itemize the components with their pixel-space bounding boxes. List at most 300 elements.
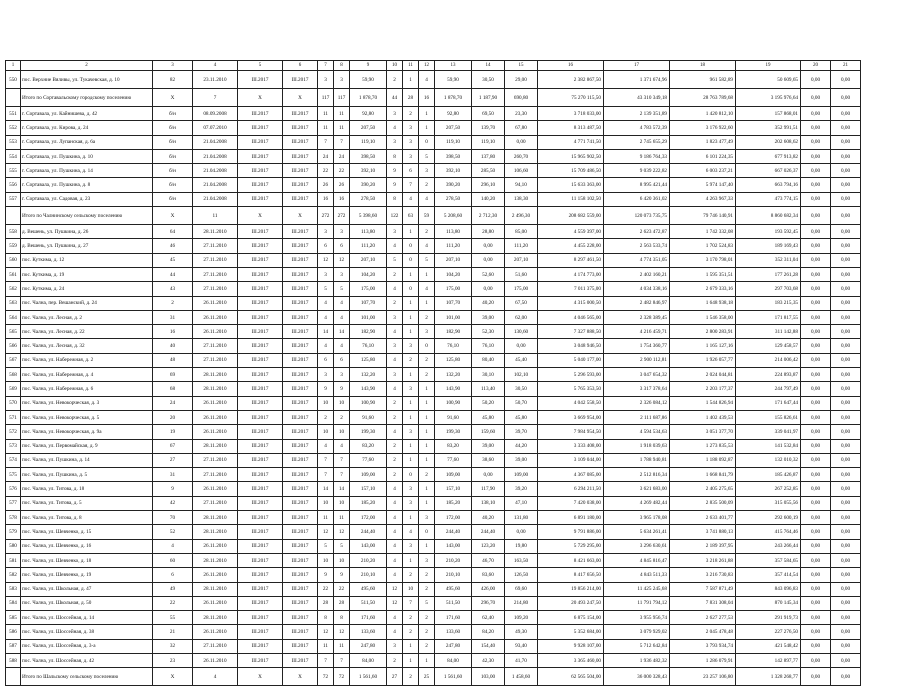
table-cell: 244 797,49 — [736, 382, 801, 396]
table-cell: III.2017 — [283, 568, 318, 582]
table-cell: 59,90 — [435, 71, 472, 89]
table-cell: 157,10 — [435, 482, 472, 496]
table-cell: 0,00 — [801, 596, 831, 610]
table-cell: 30,50 — [505, 382, 538, 396]
address-cell: пос. Чална, ул. Лесная, д. 2 — [21, 310, 153, 324]
table-cell: III.2017 — [283, 267, 318, 281]
table-cell: 29,00 — [505, 71, 538, 89]
table-cell: 7 587 871,49 — [670, 582, 736, 596]
table-cell: 0,00 — [801, 568, 831, 582]
table-cell: 23,30 — [505, 107, 538, 121]
table-cell: 0,00 — [831, 149, 861, 163]
table-cell: 189 169,43 — [736, 239, 801, 253]
table-cell: 0,00 — [801, 653, 831, 667]
table-cell: 12 — [387, 582, 403, 596]
address-cell: пос. Чална, ул. Набережная, д. 4 — [21, 368, 153, 382]
table-cell: 11 — [318, 511, 334, 525]
table-cell: 52 — [153, 525, 193, 539]
table-cell: 0,00 — [505, 525, 538, 539]
table-cell: 3 — [334, 225, 350, 239]
table-cell: III.2017 — [283, 582, 318, 596]
column-number-cell: 1 — [6, 61, 21, 71]
table-cell: 100,90 — [435, 396, 472, 410]
table-cell: 585 — [6, 611, 21, 625]
table-row — [6, 267, 861, 281]
table-row — [6, 71, 861, 89]
table-cell: 10 — [318, 553, 334, 567]
table-cell: 2 623 472,87 — [604, 225, 670, 239]
table-cell: III.2017 — [238, 282, 283, 296]
table-cell: 3 — [334, 71, 350, 89]
table-cell: 39,20 — [505, 482, 538, 496]
address-cell: пос. Чална, ул. Лесная, д. 22 — [21, 325, 153, 339]
table-cell: 22 — [334, 582, 350, 596]
table-row — [6, 192, 861, 206]
table-cell: 2 512 816,34 — [604, 468, 670, 482]
table-cell: 0,00 — [831, 468, 861, 482]
address-cell: Итого по Сортавальскому городскому поселению — [21, 89, 153, 107]
table-cell: III.2017 — [283, 611, 318, 625]
table-cell: 244,40 — [350, 525, 387, 539]
table-cell: III.2017 — [283, 310, 318, 324]
table-cell: III.2017 — [238, 164, 283, 178]
table-cell: 3 109 044,00 — [538, 453, 604, 467]
table-cell: III.2017 — [238, 192, 283, 206]
table-cell: 0,00 — [801, 468, 831, 482]
table-cell: 19 856 214,00 — [538, 582, 604, 596]
table-cell: 267 252,85 — [736, 482, 801, 496]
table-cell: 0,00 — [801, 225, 831, 239]
table-cell: III.2017 — [238, 482, 283, 496]
table-cell: III.2017 — [238, 239, 283, 253]
table-cell: 1 546 358,00 — [670, 310, 736, 324]
table-cell: 0,00 — [831, 282, 861, 296]
table-cell: 588 — [6, 653, 21, 667]
table-cell: 171 817,55 — [736, 310, 801, 324]
table-cell: 23.11.2010 — [193, 71, 238, 89]
table-cell: 2 405 275,65 — [670, 482, 736, 496]
table-cell: 21.04.2008 — [193, 149, 238, 163]
address-cell: пос. Верхние Вяливы, ул. Тукачевская, д. 10 — [21, 71, 153, 89]
table-cell: 132 010,32 — [736, 453, 801, 467]
table-cell: 2 — [403, 625, 419, 639]
table-cell: 557 — [6, 192, 21, 206]
table-cell: 1 187,90 — [472, 89, 505, 107]
table-cell: 415 764,46 — [736, 525, 801, 539]
table-cell: 0,00 — [472, 253, 505, 267]
table-cell: 1 188 092,87 — [670, 453, 736, 467]
table-cell: 6 — [334, 353, 350, 367]
table-cell: 129 458,57 — [736, 339, 801, 353]
table-cell: 39,70 — [505, 425, 538, 439]
table-cell: 2 — [419, 625, 435, 639]
table-cell: III.2017 — [238, 396, 283, 410]
table-cell: 3 — [318, 71, 334, 89]
table-row — [6, 453, 861, 467]
address-cell: г. Сортавала, ул. Пушкина, д. 8 — [21, 178, 153, 192]
table-cell: 3 — [403, 149, 419, 163]
table-cell: 3 955 956,74 — [604, 611, 670, 625]
table-cell: 5 729 295,00 — [538, 539, 604, 553]
table-cell: 122 — [387, 207, 403, 225]
table-cell: 4 — [387, 525, 403, 539]
table-cell: 68 — [153, 382, 193, 396]
table-cell: 0,00 — [801, 253, 831, 267]
table-cell: 26.11.2010 — [193, 482, 238, 496]
table-cell: 677 913,82 — [736, 149, 801, 163]
table-cell: 7 984 954,50 — [538, 425, 604, 439]
table-cell: 2 627 277,53 — [670, 611, 736, 625]
table-cell: 44 — [153, 267, 193, 281]
table-cell: 0,00 — [831, 368, 861, 382]
table-row — [6, 368, 861, 382]
table-cell: 0,00 — [831, 668, 861, 686]
table-cell: 40 — [153, 339, 193, 353]
table-cell: 45,40 — [505, 353, 538, 367]
table-cell: 0,00 — [801, 668, 831, 686]
table-cell: 567 — [6, 353, 21, 367]
table-cell: 2 — [403, 668, 419, 686]
table-cell: 390,20 — [435, 178, 472, 192]
table-cell: 2 800 283,91 — [670, 325, 736, 339]
table-cell: 4 216 459,71 — [604, 325, 670, 339]
table-cell: 1 — [419, 539, 435, 553]
table-cell: 4 771 741,50 — [538, 135, 604, 149]
table-cell: 2 326 084,12 — [604, 396, 670, 410]
table-cell: 0,00 — [831, 653, 861, 667]
table-cell: 0,00 — [801, 149, 831, 163]
table-cell: III.2017 — [283, 339, 318, 353]
table-cell: 28.11.2010 — [193, 582, 238, 596]
table-cell: 27.11.2010 — [193, 453, 238, 467]
table-cell: 4 — [153, 539, 193, 553]
column-number-cell: 17 — [604, 61, 670, 71]
table-cell: 0,00 — [831, 207, 861, 225]
address-cell: Итого по Шальскому сельскому поселению — [21, 668, 153, 686]
table-cell: 0,00 — [801, 310, 831, 324]
table-cell: 3 048 946,50 — [538, 339, 604, 353]
table-row — [6, 396, 861, 410]
table-cell: 9 — [334, 382, 350, 396]
table-cell: 1 165 127,16 — [670, 339, 736, 353]
table-cell: 93,40 — [505, 639, 538, 653]
table-cell: 48 — [153, 353, 193, 367]
table-cell: 1 — [403, 639, 419, 653]
table-cell: 3 793 934,74 — [670, 639, 736, 653]
table-cell: III.2017 — [238, 325, 283, 339]
table-cell: 2 563 533,74 — [604, 239, 670, 253]
table-cell: 2 189 397,95 — [670, 539, 736, 553]
table-cell: 38,60 — [472, 453, 505, 467]
table-cell: III.2017 — [238, 135, 283, 149]
table-cell: III.2017 — [283, 296, 318, 310]
table-cell: 5 765 353,50 — [538, 382, 604, 396]
table-cell: 111,20 — [435, 239, 472, 253]
table-cell: 107,70 — [435, 296, 472, 310]
table-cell: 3 216 730,83 — [670, 568, 736, 582]
table-cell: 157 868,01 — [736, 107, 801, 121]
column-number-cell: 7 — [318, 61, 334, 71]
table-cell: 12 — [387, 596, 403, 610]
table-cell: 0,00 — [831, 582, 861, 596]
table-cell: 0,00 — [801, 192, 831, 206]
table-cell: 2 — [403, 568, 419, 582]
table-cell: 59,90 — [350, 71, 387, 89]
table-cell: 6 — [334, 239, 350, 253]
table-cell: 50,70 — [505, 396, 538, 410]
table-cell: 30,50 — [472, 71, 505, 89]
table-cell: 3 — [318, 368, 334, 382]
table-cell: III.2017 — [283, 496, 318, 510]
table-row — [6, 568, 861, 582]
table-cell: 7 — [403, 596, 419, 610]
table-cell: 2 — [387, 453, 403, 467]
table-cell: 0,00 — [831, 135, 861, 149]
table-cell: 45,80 — [472, 410, 505, 424]
table-cell: 4 — [318, 310, 334, 324]
table-cell: 392,10 — [350, 164, 387, 178]
table-cell: 0,00 — [801, 339, 831, 353]
column-number-cell: 8 — [334, 61, 350, 71]
table-cell: 2 — [419, 178, 435, 192]
table-cell: III.2017 — [238, 296, 283, 310]
table-cell: 10 — [334, 396, 350, 410]
table-cell: 5 — [318, 282, 334, 296]
table-cell: III.2017 — [283, 482, 318, 496]
table-cell: III.2017 — [283, 239, 318, 253]
table-cell: б/н — [153, 121, 193, 135]
table-cell: III.2017 — [238, 253, 283, 267]
table-cell: 0,00 — [801, 296, 831, 310]
column-number-cell: 5 — [238, 61, 283, 71]
table-cell: 579 — [6, 525, 21, 539]
table-cell: 1 — [403, 71, 419, 89]
table-cell: 0,00 — [801, 164, 831, 178]
table-cell: 561 — [6, 267, 21, 281]
table-cell: 0,00 — [801, 525, 831, 539]
table-cell: 583 — [6, 582, 21, 596]
column-number-cell: 21 — [831, 61, 861, 71]
table-cell: 76,10 — [472, 339, 505, 353]
table-cell: 2 679 333,16 — [670, 282, 736, 296]
table-cell: 28,80 — [472, 225, 505, 239]
table-cell: 4 — [419, 282, 435, 296]
table-cell: X — [238, 668, 283, 686]
table-cell: X — [283, 89, 318, 107]
column-number-cell: 12 — [419, 61, 435, 71]
table-cell: III.2017 — [238, 267, 283, 281]
table-cell: 185,20 — [435, 496, 472, 510]
table-cell: 132,20 — [350, 368, 387, 382]
table-cell: 577 — [6, 496, 21, 510]
table-cell: 2 203 177,37 — [670, 382, 736, 396]
table-cell: 244,40 — [435, 525, 472, 539]
table-cell: 421 548,42 — [736, 639, 801, 653]
table-cell: 2 — [387, 71, 403, 89]
table-cell: 117 — [318, 89, 334, 107]
table-cell: 3 333 408,00 — [538, 439, 604, 453]
table-row — [6, 482, 861, 496]
table-cell: 2 — [419, 639, 435, 653]
table-cell: 0,00 — [831, 192, 861, 206]
table-cell: 2 — [419, 582, 435, 596]
table-cell: 4 — [419, 71, 435, 89]
table-cell: 7 — [334, 468, 350, 482]
table-cell: 1 — [419, 425, 435, 439]
table-cell: 10 — [403, 582, 419, 596]
table-cell: 16 — [153, 325, 193, 339]
table-cell: III.2017 — [238, 178, 283, 192]
table-cell: 390,20 — [350, 178, 387, 192]
table-cell: 2 712,30 — [472, 207, 505, 225]
table-cell: 2 — [419, 353, 435, 367]
table-cell: 4 — [334, 339, 350, 353]
table-cell: 1 458,60 — [505, 668, 538, 686]
table-cell: 1 — [419, 453, 435, 467]
table-cell: 77,60 — [435, 453, 472, 467]
table-cell: 574 — [6, 453, 21, 467]
address-cell: пос. Чална, ул. Первомайская, д. 9 — [21, 439, 153, 453]
table-cell: 120 073 735,75 — [604, 207, 670, 225]
address-cell: пос. Чална, ул. Школьная, д. 50 — [21, 596, 153, 610]
table-cell: 2 482 846,97 — [604, 296, 670, 310]
table-cell: 113,80 — [435, 225, 472, 239]
table-cell: 27.11.2010 — [193, 639, 238, 653]
address-cell: г. Сортавала, ул. Пушкина, д. 10 — [21, 149, 153, 163]
table-cell: III.2017 — [283, 253, 318, 267]
table-cell: 9 — [387, 178, 403, 192]
table-cell: 1 926 057,77 — [670, 353, 736, 367]
table-cell: 1 — [419, 439, 435, 453]
table-cell: 4 263 967,33 — [670, 192, 736, 206]
table-row — [6, 525, 861, 539]
table-cell: 578 — [6, 511, 21, 525]
table-cell: 39,00 — [472, 439, 505, 453]
table-cell: 2 — [419, 368, 435, 382]
table-cell: 8 — [387, 149, 403, 163]
table-cell — [6, 89, 21, 107]
table-cell: III.2017 — [238, 107, 283, 121]
table-cell: 8 — [387, 192, 403, 206]
table-cell: 0,00 — [831, 89, 861, 107]
table-cell: 109,00 — [505, 468, 538, 482]
table-cell: 1 — [403, 653, 419, 667]
table-cell: III.2017 — [283, 439, 318, 453]
table-cell: 84,00 — [435, 653, 472, 667]
table-cell: 4 — [387, 496, 403, 510]
table-cell: 0,00 — [801, 89, 831, 107]
table-cell: 582 — [6, 568, 21, 582]
column-number-header — [6, 61, 861, 71]
address-cell: пос. Чална, ул. Титова, д. 8 — [21, 511, 153, 525]
table-cell: X — [283, 207, 318, 225]
table-cell: 199,30 — [435, 425, 472, 439]
table-cell: 07.07.2010 — [193, 121, 238, 135]
table-cell: 62,00 — [505, 310, 538, 324]
table-cell: 1 878,70 — [350, 89, 387, 107]
column-number-cell: 4 — [193, 61, 238, 71]
table-cell: 0,00 — [801, 135, 831, 149]
table-cell: 214 006,42 — [736, 353, 801, 367]
table-cell: 315 055,56 — [736, 496, 801, 510]
table-cell: 28.11.2010 — [193, 368, 238, 382]
column-number-cell: 9 — [350, 61, 387, 71]
table-cell: 566 — [6, 339, 21, 353]
table-cell: 39,00 — [505, 453, 538, 467]
table-cell: 3 718 033,00 — [538, 107, 604, 121]
table-cell: 51,60 — [505, 267, 538, 281]
table-cell: 551 — [6, 107, 21, 121]
table-cell: 131,80 — [505, 511, 538, 525]
table-cell: 1 936 482,32 — [604, 653, 670, 667]
table-cell: 26.11.2010 — [193, 310, 238, 324]
table-cell: 495,60 — [435, 582, 472, 596]
table-cell: 138,30 — [505, 192, 538, 206]
table-cell: 3 — [387, 135, 403, 149]
table-cell: 0,00 — [472, 468, 505, 482]
table-cell: 72 — [334, 668, 350, 686]
table-row — [6, 239, 861, 253]
table-cell: 62,40 — [472, 611, 505, 625]
table-cell: 564 — [6, 310, 21, 324]
table-cell: 26.11.2010 — [193, 425, 238, 439]
table-cell: 1 — [419, 382, 435, 396]
table-cell: 91,60 — [435, 410, 472, 424]
table-cell: 10 — [334, 425, 350, 439]
table-cell: III.2017 — [283, 525, 318, 539]
table-cell: III.2017 — [238, 496, 283, 510]
table-cell: 0,00 — [801, 282, 831, 296]
table-cell: 143,00 — [350, 539, 387, 553]
table-cell: 4 — [387, 353, 403, 367]
table-cell: III.2017 — [238, 525, 283, 539]
column-number-cell: 11 — [403, 61, 419, 71]
table-cell: 0,00 — [831, 239, 861, 253]
table-cell: 28.11.2010 — [193, 511, 238, 525]
table-cell: 208 682 559,00 — [538, 207, 604, 225]
table-cell: 45,80 — [505, 410, 538, 424]
table-cell: 8 421 663,00 — [538, 553, 604, 567]
table-cell: 6 101 224,35 — [670, 149, 736, 163]
table-cell: 77,60 — [350, 453, 387, 467]
table-cell: 0,00 — [801, 178, 831, 192]
table-cell: 141 532,84 — [736, 439, 801, 453]
table-cell: 92,80 — [350, 107, 387, 121]
table-cell: 39,00 — [472, 310, 505, 324]
table-cell: 586 — [6, 625, 21, 639]
table-cell: 67,80 — [505, 121, 538, 135]
table-cell: 1 — [419, 410, 435, 424]
table-cell: III.2017 — [283, 353, 318, 367]
table-cell: 0,00 — [831, 353, 861, 367]
table-cell: 2 — [387, 468, 403, 482]
table-cell: III.2017 — [238, 353, 283, 367]
table-cell: 9 — [334, 568, 350, 582]
table-cell: 11 — [318, 107, 334, 121]
table-cell: 21.04.2008 — [193, 135, 238, 149]
table-cell: 140,20 — [472, 192, 505, 206]
table-cell: б/н — [153, 178, 193, 192]
table-cell: 4 — [318, 439, 334, 453]
table-cell: 44,20 — [505, 439, 538, 453]
table-cell: 4 559 397,00 — [538, 225, 604, 239]
table-cell: 92,80 — [435, 107, 472, 121]
table-cell: 24 — [318, 149, 334, 163]
table-cell: 72 — [318, 668, 334, 686]
table-row — [6, 282, 861, 296]
table-cell: 3 — [334, 368, 350, 382]
table-cell: 0,00 — [831, 482, 861, 496]
